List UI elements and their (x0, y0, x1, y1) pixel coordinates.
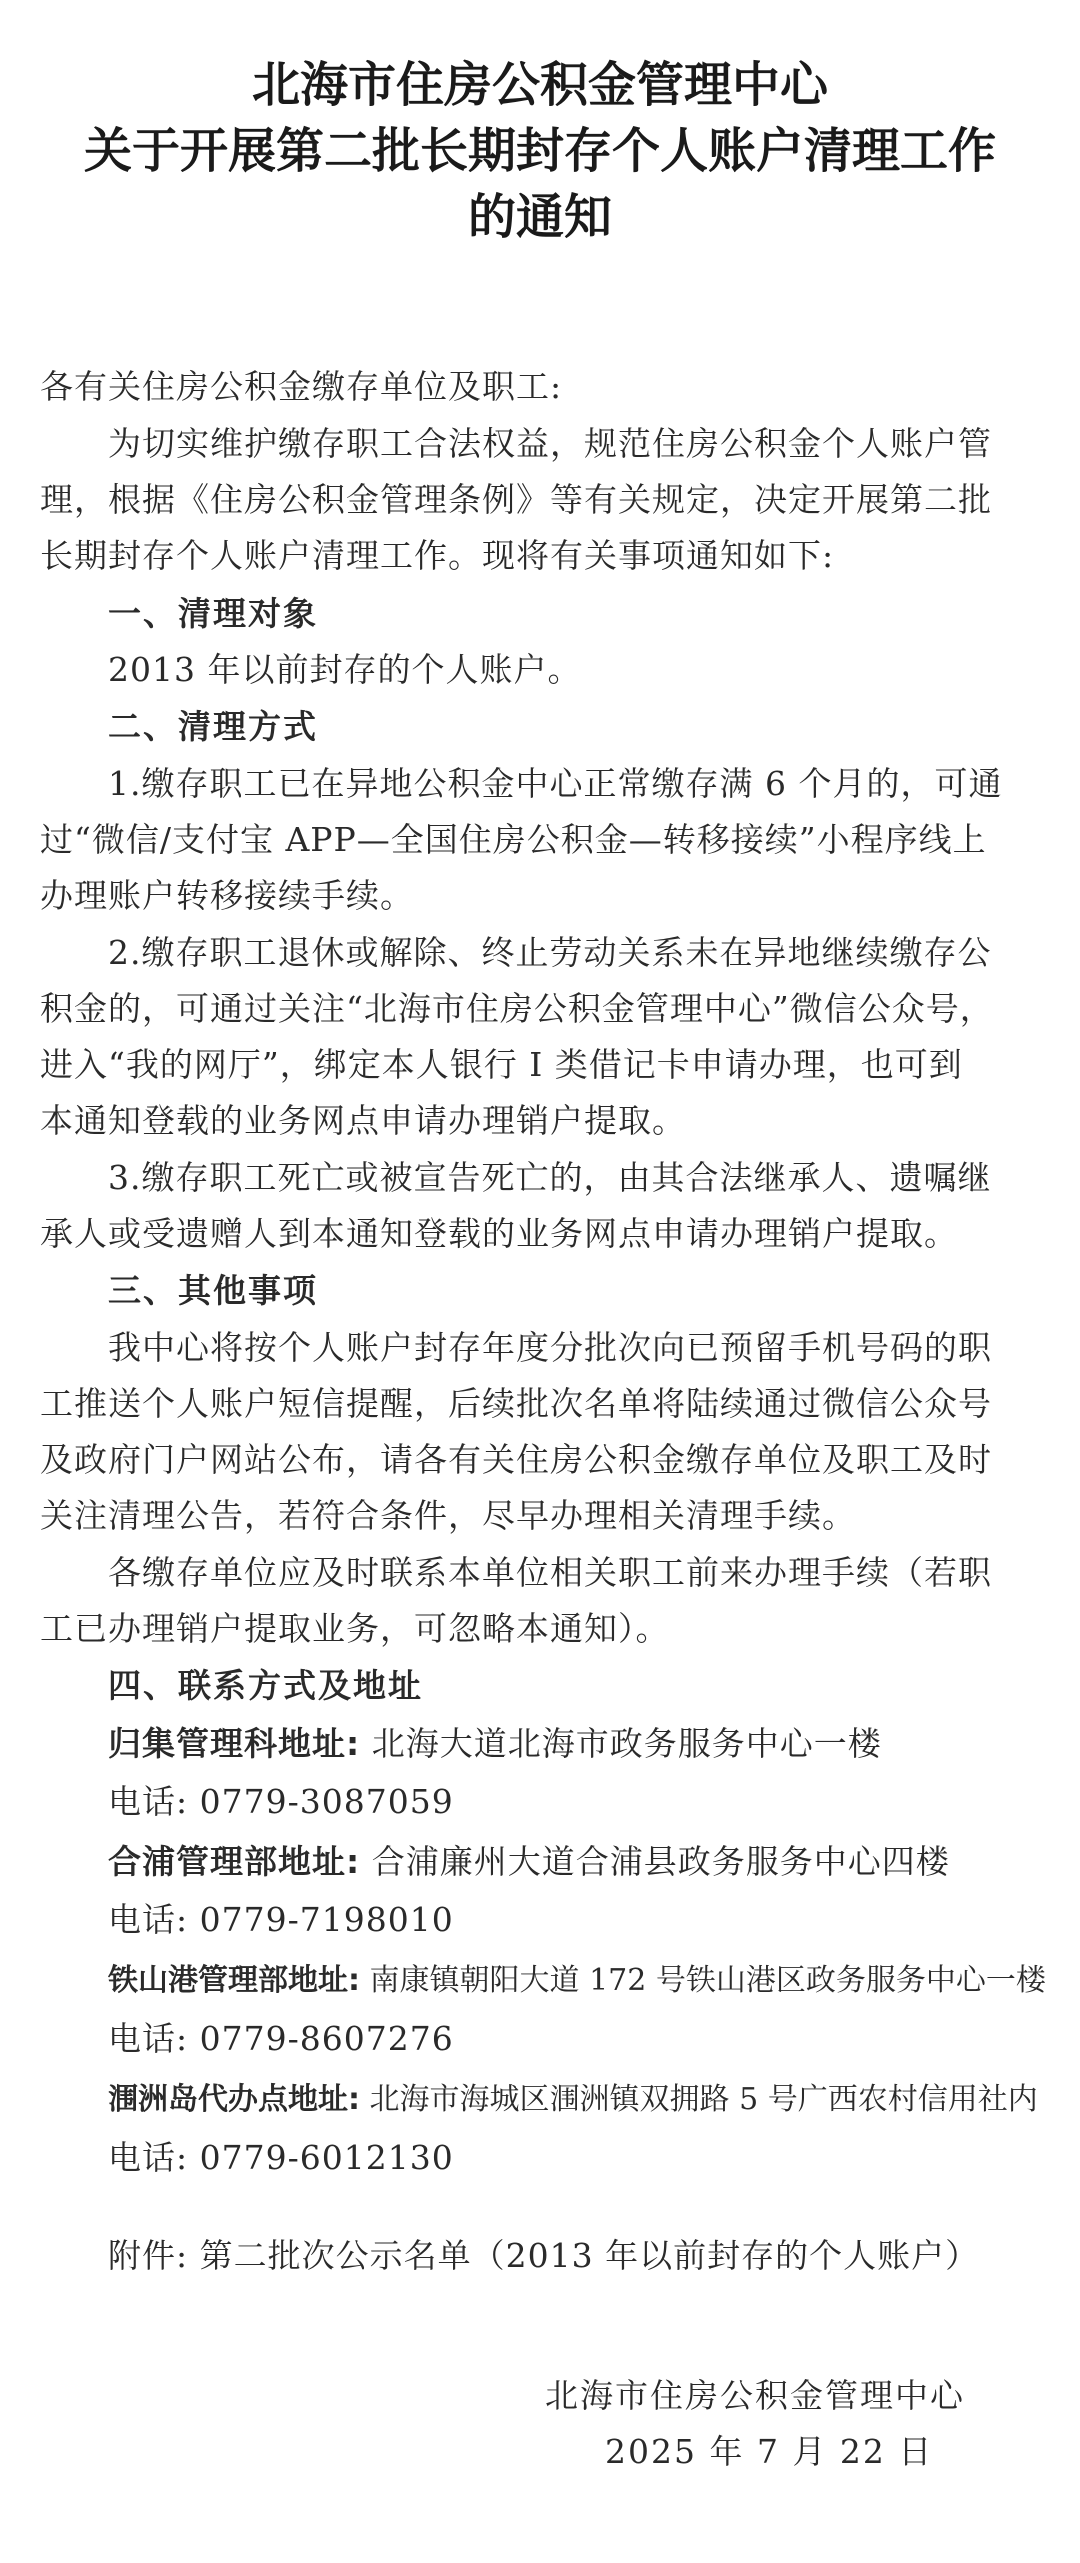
section-2-item-2: 积金的，可通过关注“北海市住房公积金管理中心”微信公众号， (40, 989, 994, 1028)
contact-address: 北海市海城区涠洲镇双拥路 5 号广西农村信用社内 (369, 2082, 1038, 2117)
intro-line: 长期封存个人账户清理工作。现将有关事项通知如下: (40, 536, 835, 575)
contact-label: 归集管理科地址: (108, 1724, 361, 1763)
section-2-item-1: 办理账户转移接续手续。 (40, 876, 414, 915)
signature-date: 2025 年 7 月 22 日 (605, 2432, 934, 2471)
contact-label: 涠洲岛代办点地址: (108, 2082, 360, 2117)
section-3-para-2: 各缴存单位应及时联系本单位相关职工前来办理手续（若职 (108, 1553, 992, 1592)
section-1-text: 2013 年以前封存的个人账户。 (108, 650, 582, 689)
section-3-para-1: 我中心将按个人账户封存年度分批次向已预留手机号码的职 (108, 1328, 992, 1367)
contact-address: 北海大道北海市政务服务中心一楼 (371, 1724, 882, 1763)
contact-address-row (108, 1720, 1053, 1768)
section-2-item-2: 本通知登载的业务网点申请办理销户提取。 (40, 1101, 686, 1140)
section-3-para-2: 工已办理销户提取业务，可忽略本通知）。 (40, 1609, 670, 1648)
contact-phone: 电话: 0779-8607276 (108, 2019, 454, 2058)
title-line-3: 的通知 (467, 189, 612, 245)
section-3-heading: 三、其他事项 (108, 1271, 318, 1310)
contact-label: 铁山港管理部地址: (108, 1963, 360, 1998)
section-2-item-1: 过“微信/支付宝 APP—全国住房公积金—转移接续”小程序线上 (40, 820, 987, 859)
section-3-para-1: 工推送个人账户短信提醒，后续批次名单将陆续通过微信公众号 (40, 1384, 992, 1423)
contact-address-row (108, 1838, 1053, 1886)
title-line-2: 关于开展第二批长期封存个人账户清理工作 (83, 123, 996, 179)
section-2-item-3: 3.缴存职工死亡或被宣告死亡的，由其合法继承人、遗嘱继 (108, 1158, 992, 1197)
salutation: 各有关住房公积金缴存单位及职工: (40, 367, 563, 406)
signature-org: 北海市住房公积金管理中心 (545, 2376, 965, 2415)
section-3-para-1: 关注清理公告，若符合条件，尽早办理相关清理手续。 (40, 1496, 856, 1535)
section-2-item-3: 承人或受遗赠人到本通知登载的业务网点申请办理销户提取。 (40, 1214, 958, 1253)
section-3-para-1: 及政府门户网站公布，请各有关住房公积金缴存单位及职工及时 (40, 1440, 992, 1479)
section-4-heading: 四、联系方式及地址 (108, 1666, 423, 1705)
section-2-item-1: 1.缴存职工已在异地公积金中心正常缴存满 6 个月的，可通 (108, 764, 1003, 803)
intro-line: 为切实维护缴存职工合法权益，规范住房公积金个人账户管 (108, 424, 992, 463)
contact-address: 合浦廉州大道合浦县政务服务中心四楼 (371, 1842, 950, 1881)
section-2-item-2: 2.缴存职工退休或解除、终止劳动关系未在异地继续缴存公 (108, 933, 992, 972)
contact-phone: 电话: 0779-3087059 (108, 1782, 454, 1821)
section-1-heading: 一、清理对象 (108, 594, 318, 633)
title-line-1: 北海市住房公积金管理中心 (251, 57, 828, 113)
section-2-item-2: 进入“我的网厅”，绑定本人银行 I 类借记卡申请办理，也可到 (40, 1045, 963, 1084)
contact-phone: 电话: 0779-6012130 (108, 2138, 454, 2177)
attachment-note: 附件: 第二批次公示名单（2013 年以前封存的个人账户） (108, 2236, 980, 2275)
contact-address: 南康镇朝阳大道 172 号铁山港区政务服务中心一楼 (369, 1963, 1046, 1998)
contact-address-row (108, 1957, 1053, 2005)
section-2-heading: 二、清理方式 (108, 707, 318, 746)
contact-address-row (108, 2076, 1053, 2124)
contact-label: 合浦管理部地址: (108, 1842, 361, 1881)
contact-phone: 电话: 0779-7198010 (108, 1900, 454, 1939)
intro-line: 理，根据《住房公积金管理条例》等有关规定，决定开展第二批 (40, 480, 992, 519)
